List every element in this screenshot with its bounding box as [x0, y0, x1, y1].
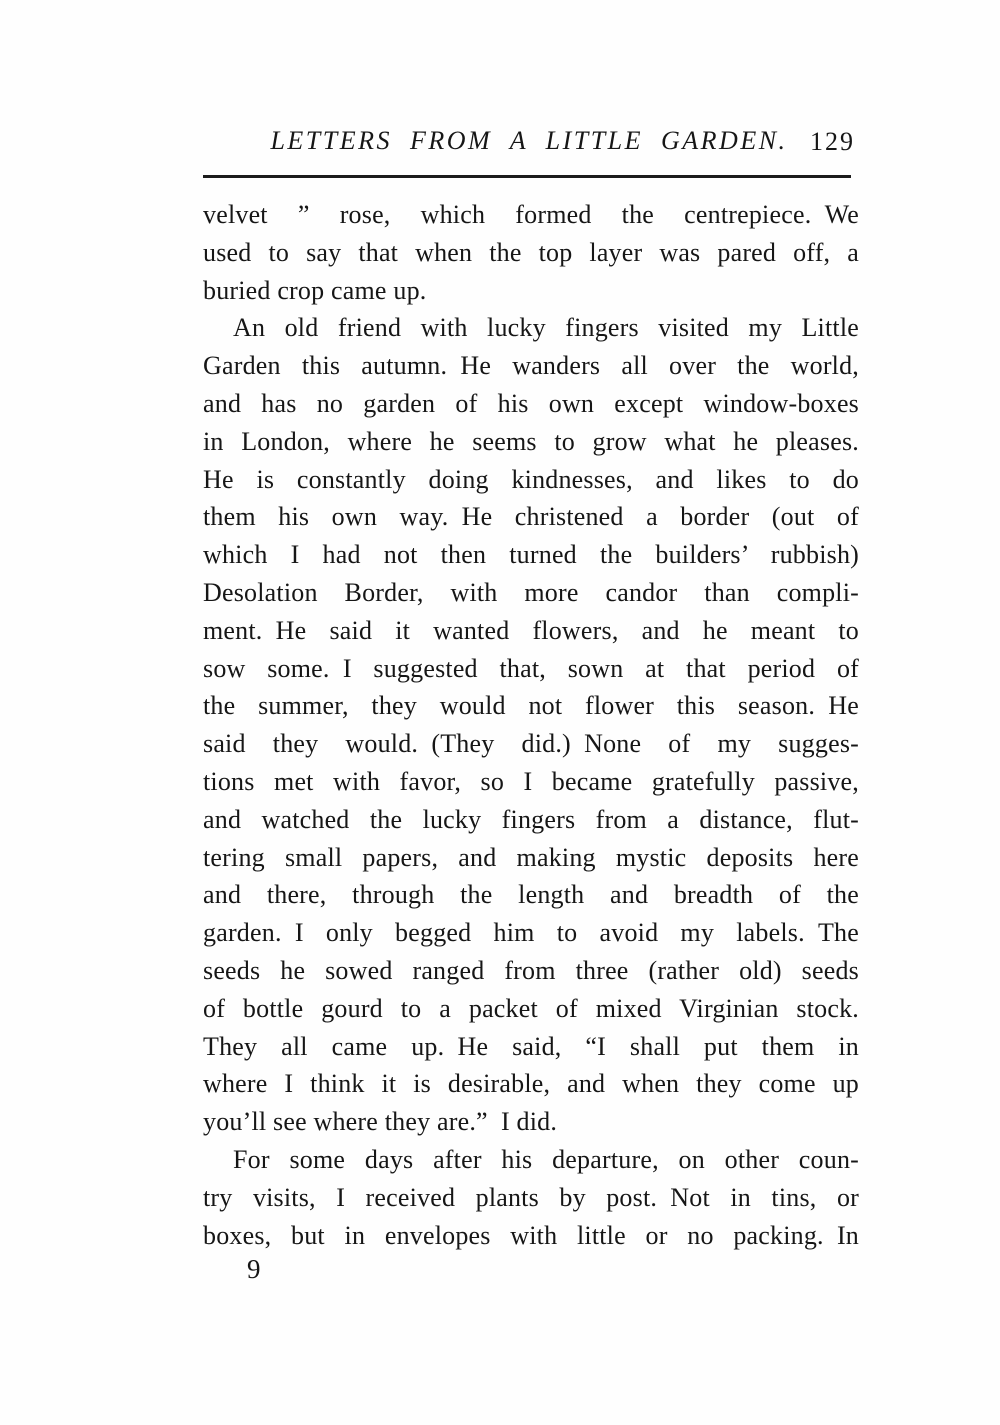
text-line: tering small papers, and making mystic deposits here — [203, 842, 859, 872]
text-block — [203, 196, 859, 1254]
signature-mark: 9 — [247, 1254, 261, 1284]
text-line: said they would. (They did.) None of my sugges- — [203, 729, 859, 759]
text-line: tions met with favor, so I became gratefully passive, — [203, 766, 859, 796]
text-line: ment. He said it wanted flowers, and he meant to — [203, 615, 859, 645]
page-header — [203, 126, 855, 166]
text-line: of bottle gourd to a packet of mixed Virginian stock. — [203, 993, 859, 1023]
text-line: which I had not then turned the builders’ rubbish) — [203, 540, 859, 570]
page-number: 129 — [810, 127, 855, 156]
text-line: sow some. I suggested that, sown at that period of — [203, 653, 859, 683]
header-rule — [203, 175, 851, 178]
text-line: garden. I only begged him to avoid my labels. The — [203, 918, 859, 948]
text-line: them his own way. He christened a border (out of — [203, 502, 859, 532]
text-line: and watched the lucky fingers from a distance, flut- — [203, 804, 859, 834]
text-line: Garden this autumn. He wanders all over the world, — [203, 351, 859, 381]
text-line: An old friend with lucky fingers visited my Little — [233, 313, 859, 343]
text-line: you’ll see where they are.” I did. — [203, 1107, 558, 1137]
text-line: They all came up. He said, “I shall put them in — [203, 1031, 859, 1061]
text-line: try visits, I received plants by post. Not in tins, or — [203, 1182, 859, 1212]
text-line: Desolation Border, with more candor than compli- — [203, 577, 859, 607]
text-line: velvet ” rose, which formed the centrepiece. We — [203, 200, 859, 229]
text-line: the summer, they would not flower this season. He — [203, 691, 859, 721]
text-line: For some days after his departure, on other coun- — [233, 1144, 859, 1174]
text-line: boxes, but in envelopes with little or no packing. In — [203, 1220, 859, 1250]
text-line: buried crop came up. — [203, 275, 427, 305]
text-line: seeds he sowed ranged from three (rather old) seeds — [203, 955, 859, 985]
running-title: LETTERS FROM A LITTLE GARDEN. — [270, 126, 788, 155]
text-line: where I think it is desirable, and when they come up — [203, 1069, 859, 1099]
text-line: He is constantly doing kindnesses, and likes to do — [203, 464, 859, 494]
text-line: in London, where he seems to grow what he pleases. — [203, 426, 859, 456]
text-line: and there, through the length and breadth of the — [203, 880, 859, 910]
text-line: used to say that when the top layer was pared off, a — [203, 237, 859, 267]
text-line: and has no garden of his own except window-boxes — [203, 388, 859, 418]
